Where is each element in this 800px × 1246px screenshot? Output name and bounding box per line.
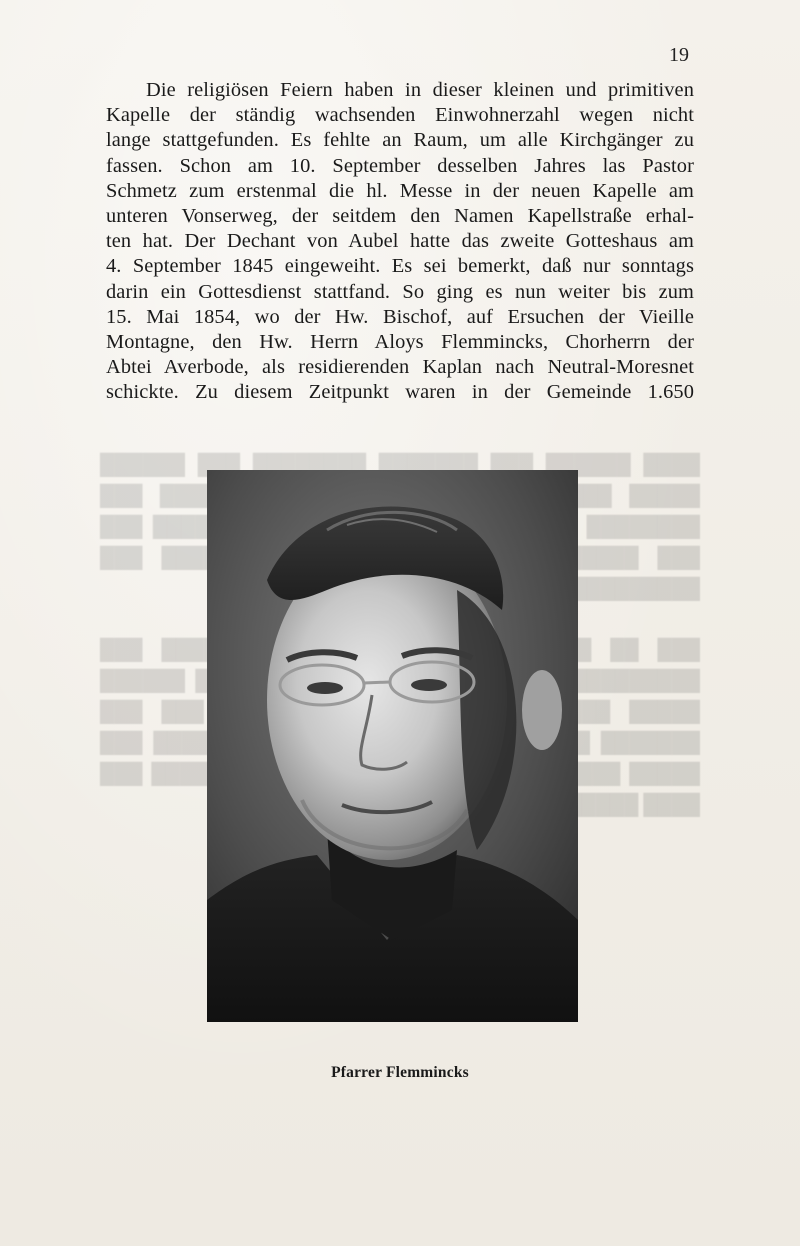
portrait-photo	[207, 470, 578, 1022]
text-line: darin ein Gottesdienst stattfand. So ging es nun weiter bis zum	[106, 280, 694, 303]
text-line: lange stattgefunden. Es fehlte an Raum, um alle Kirchgänger zu	[106, 129, 694, 152]
body-paragraph	[106, 78, 694, 406]
text-line: 4. September 1845 eingeweiht. Es sei bemerkt, daß nur sonntags	[106, 255, 694, 278]
photo-caption: Pfarrer Flemmincks	[331, 1064, 469, 1081]
page-number: 19	[669, 44, 689, 66]
show-through-text: ████ ██████ ███ ███████ ████████ ███ ██████ █████ ███ ████████ ███ ███ ██████ █████ ███ ███████████ ███ ██ ██████ ███ ██████████ ██████ █████ ███ ███ ███ ███████ ████ ███ █████ ███████ ███ ████ ███████	[100, 454, 700, 816]
text-line: Montagne, den Hw. Herrn Aloys Flemmincks, Chorherrn der	[106, 331, 694, 354]
text-line: 15. Mai 1854, wo der Hw. Bischof, auf Ersuchen der Vieille	[106, 305, 694, 328]
text-line: fassen. Schon am 10. September desselben Jahres las Pastor	[106, 154, 694, 177]
portrait-illustration	[207, 470, 578, 1022]
text-line: Abtei Averbode, als residierenden Kaplan nach Neutral-Moresnet	[106, 356, 694, 379]
text-line: ten hat. Der Dechant von Aubel hatte das zweite Gotteshaus am	[106, 230, 694, 253]
text-line: Die religiösen Feiern haben in dieser kleinen und primitiven	[146, 79, 694, 101]
text-line: unteren Vonserweg, der seitdem den Namen Kapellstraße erhal-	[106, 205, 694, 228]
text-line: Kapelle der ständig wachsenden Einwohnerzahl wegen nicht	[106, 104, 694, 127]
text-line: schickte. Zu diesem Zeitpunkt waren in der Gemeinde 1.650	[106, 381, 694, 404]
text-line: Schmetz zum erstenmal die hl. Messe in der neuen Kapelle am	[106, 179, 694, 202]
